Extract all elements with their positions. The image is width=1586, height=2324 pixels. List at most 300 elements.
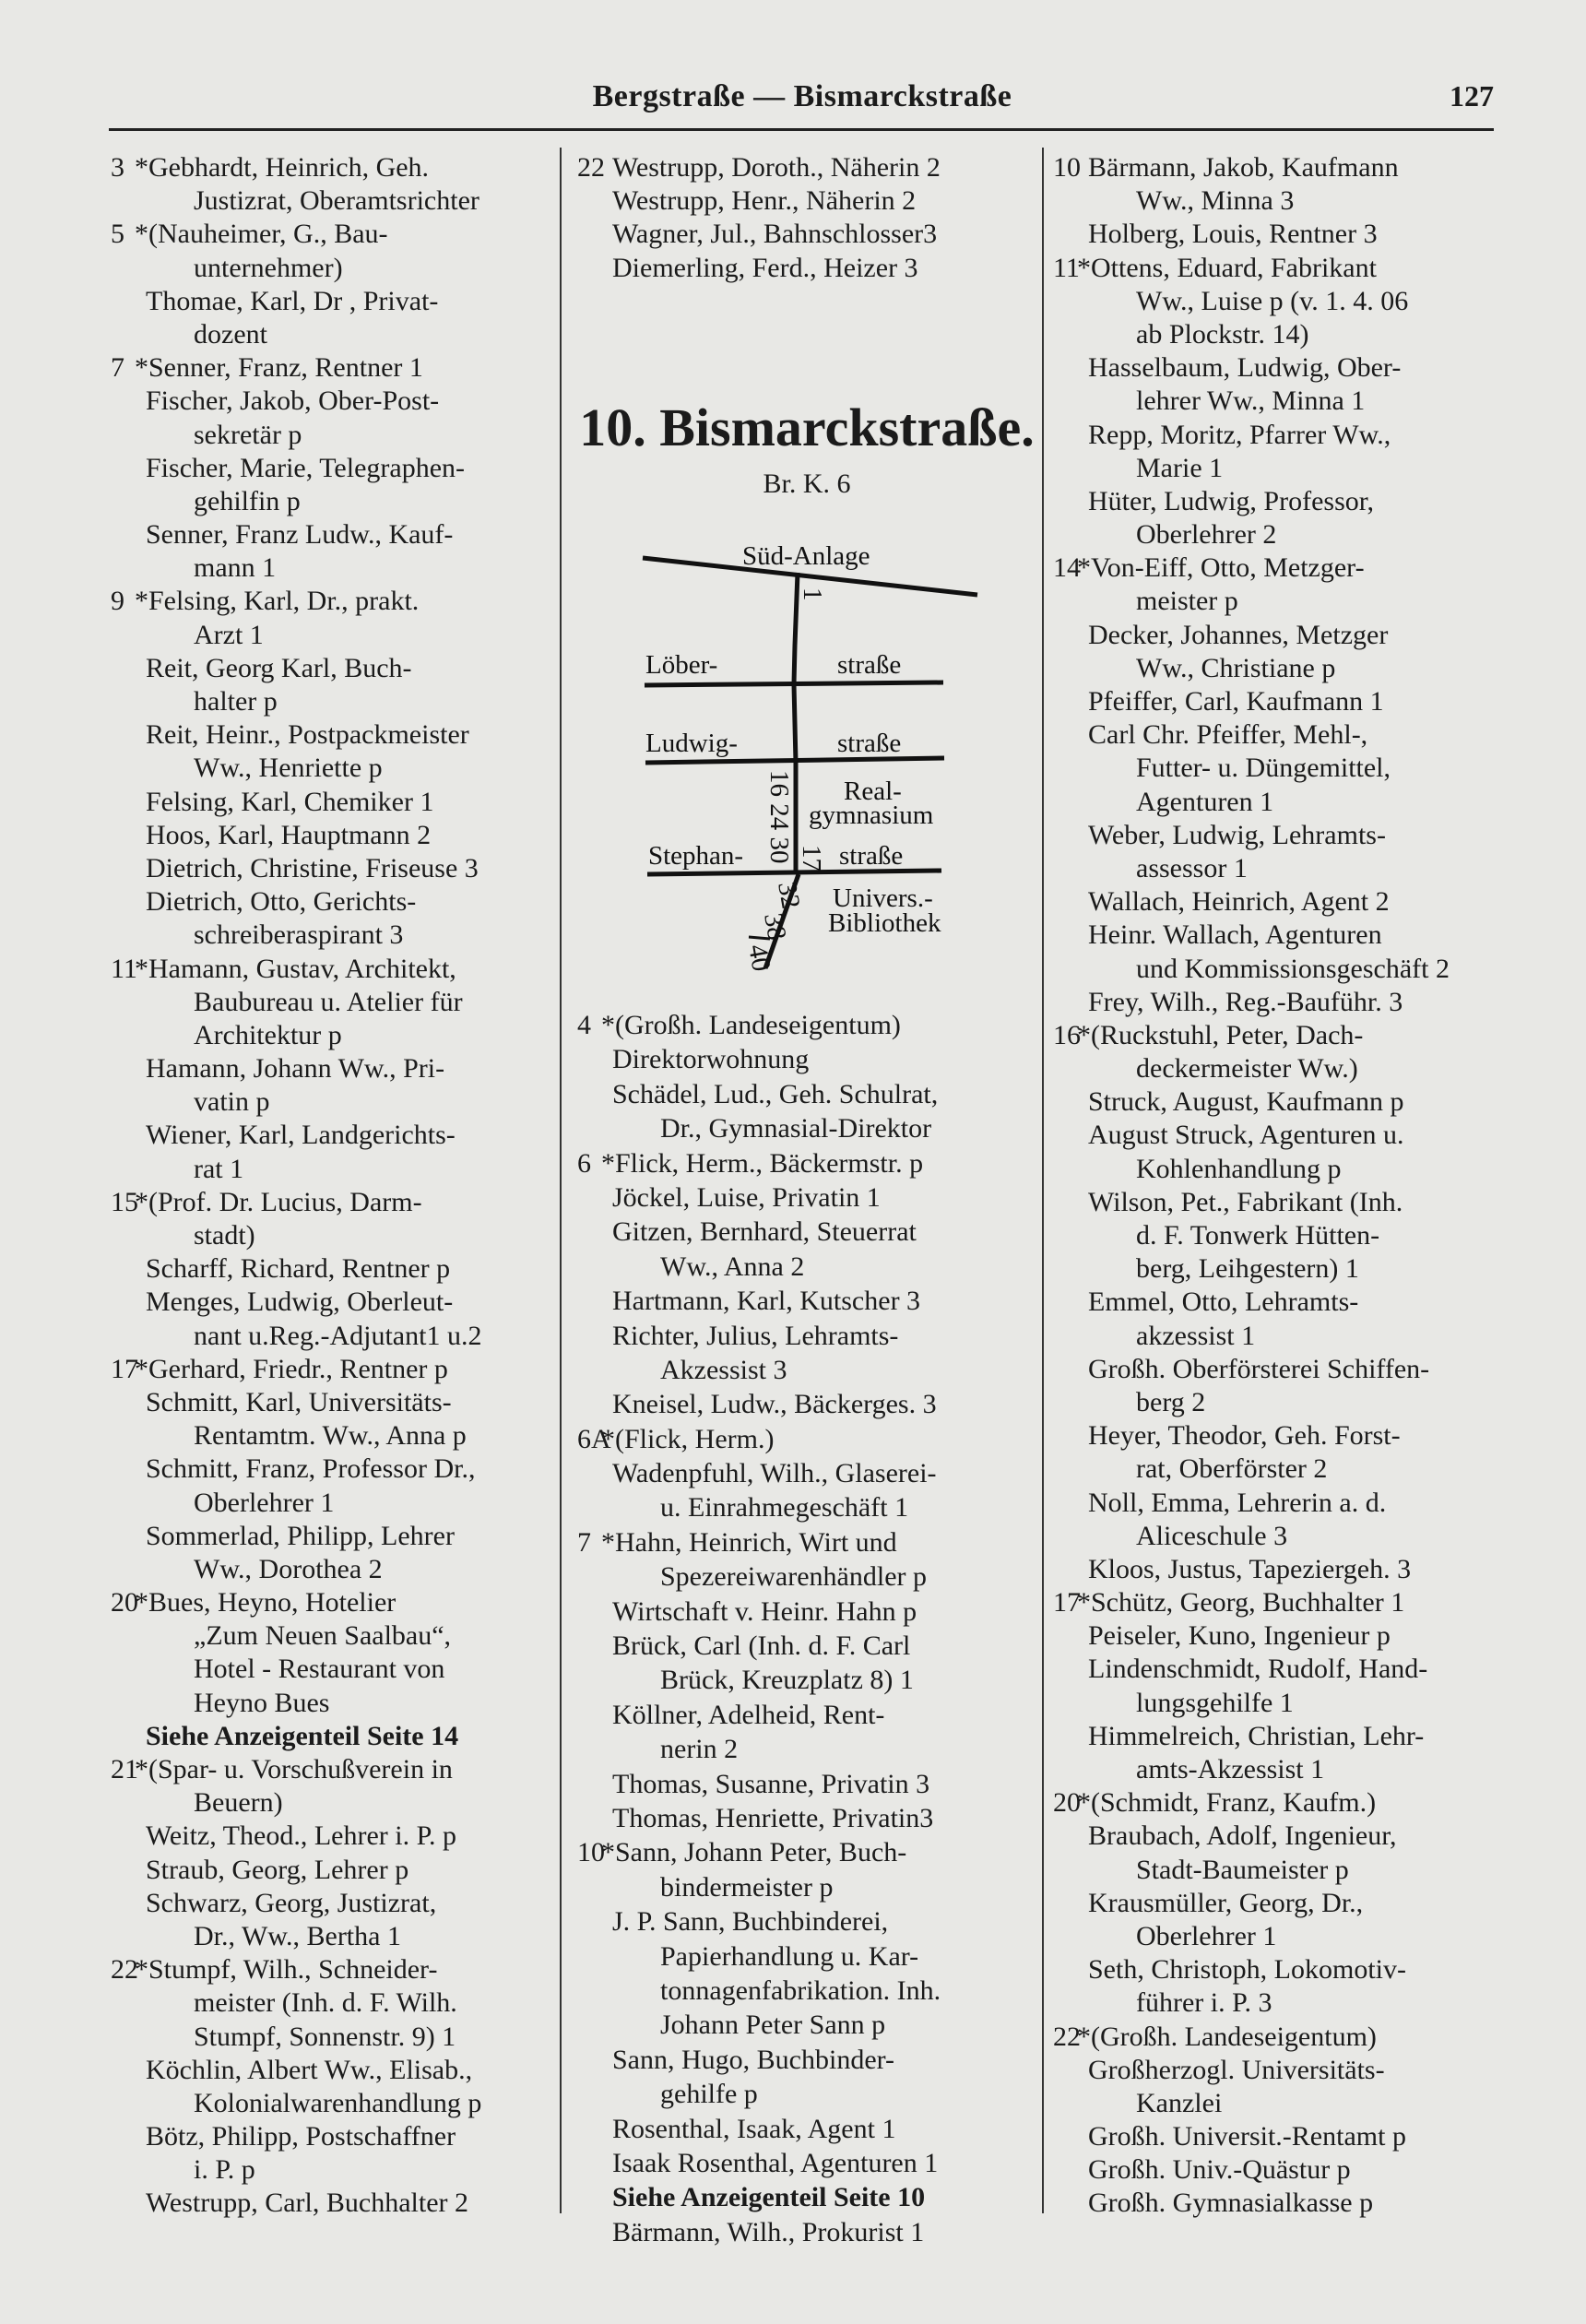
entry-text: Kolonialwarenhandlung p xyxy=(194,2087,482,2118)
entry-text: unternehmer) xyxy=(194,252,343,283)
map-label-loeber-strasse: straße xyxy=(837,650,902,680)
map-label-ludwig-strasse: straße xyxy=(837,729,902,758)
entry-text: Baubureau u. Atelier für xyxy=(194,986,463,1017)
entry-text: Holberg, Louis, Rentner 3 xyxy=(1088,219,1378,250)
directory-entry-line xyxy=(1053,2054,1496,2087)
entry-text: Bötz, Philipp, Postschaffner xyxy=(146,2121,456,2152)
entry-text: Rentamtm. Ww., Anna p xyxy=(194,1420,467,1452)
entry-continuation-line xyxy=(1053,786,1496,819)
entry-continuation-line xyxy=(577,2077,1038,2111)
entry-continuation-line xyxy=(577,1974,1038,2008)
entry-continuation-line xyxy=(1053,318,1496,351)
directory-entry-line xyxy=(577,1698,1038,1732)
entry-text: „Zum Neuen Saalbau“, xyxy=(194,1620,452,1652)
directory-entry-line xyxy=(1053,1653,1496,1686)
loeberstrasse-line xyxy=(645,682,943,685)
entry-text: Decker, Johannes, Metzger xyxy=(1088,619,1389,650)
directory-entry-line xyxy=(1053,1619,1496,1653)
map-label-house-17: 17 xyxy=(797,845,826,872)
directory-entry-line xyxy=(577,1284,1038,1318)
directory-entry-line xyxy=(577,1042,1038,1076)
entry-text: Schwarz, Georg, Justizrat, xyxy=(146,1887,437,1918)
entry-text: Kohlenhandlung p xyxy=(1136,1153,1342,1184)
entry-text: Bärmann, Jakob, Kaufmann xyxy=(1088,152,1399,183)
house-number: 22 xyxy=(111,1954,138,1986)
entry-text: Ww., Dorothea 2 xyxy=(194,1553,383,1584)
entry-text: Repp, Moritz, Pfarrer Ww., xyxy=(1088,419,1391,450)
entry-text: und Kommissionsgeschäft 2 xyxy=(1136,953,1450,984)
house-number: 21 xyxy=(111,1754,138,1784)
entry-text: Reit, Georg Karl, Buch- xyxy=(146,652,412,683)
entry-text: *(Schmidt, Franz, Kaufm.) xyxy=(1077,1787,1377,1819)
directory-entry-line xyxy=(1053,919,1496,952)
entry-text: *(Prof. Dr. Lucius, Darm- xyxy=(135,1186,422,1217)
house-number: 11 xyxy=(111,953,137,984)
entry-text: vatin p xyxy=(194,1086,270,1118)
entry-text: mann 1 xyxy=(194,552,277,584)
directory-entry-line xyxy=(577,1595,1038,1629)
entry-text: *Felsing, Karl, Dr., prakt. xyxy=(135,586,420,617)
map-label-sued-anlage: Süd-Anlage xyxy=(742,541,870,571)
entry-text: Dr., Ww., Bertha 1 xyxy=(194,1920,401,1951)
entry-text: Ww., Anna 2 xyxy=(660,1251,805,1282)
entry-text: Großh. Universit.-Rentamt p xyxy=(1088,2121,1406,2152)
directory-entry-line xyxy=(577,1767,1038,1801)
entry-text: Beuern) xyxy=(194,1787,283,1819)
entry-text: *Sann, Johann Peter, Buch- xyxy=(601,1837,907,1868)
directory-entry-line xyxy=(1053,1119,1496,1152)
entry-continuation-line xyxy=(577,1939,1038,1974)
entry-text: Gitzen, Bernhard, Steuerrat xyxy=(612,1216,917,1248)
directory-entry-line xyxy=(577,2043,1038,2077)
entry-text: *(Großh. Landeseigentum) xyxy=(1077,2021,1377,2052)
entry-continuation-line xyxy=(1053,1687,1496,1720)
entry-text: Sann, Hugo, Buchbinder- xyxy=(612,2044,895,2075)
entry-continuation-line xyxy=(1053,1986,1496,2020)
entry-text: bindermeister p xyxy=(660,1871,834,1903)
directory-entry-line xyxy=(1053,252,1496,285)
entry-text: Felsing, Karl, Chemiker 1 xyxy=(146,786,434,817)
entry-text: Heyno Bues xyxy=(194,1687,330,1718)
house-number: 17 xyxy=(111,1353,138,1384)
entry-continuation-line xyxy=(1053,285,1496,318)
directory-entry-line xyxy=(577,1904,1038,1939)
entry-text: Johann Peter Sann p xyxy=(660,2010,886,2041)
entry-text: Wadenpfuhl, Wilh., Glaserei- xyxy=(612,1458,937,1489)
entry-text: J. P. Sann, Buchbinderei, xyxy=(612,1906,889,1938)
map-label-house-40: 40 xyxy=(742,942,776,974)
directory-entry-line xyxy=(577,1629,1038,1663)
entry-text: Stumpf, Sonnenstr. 9) 1 xyxy=(194,2021,456,2052)
entry-continuation-line xyxy=(1053,518,1496,551)
entry-text: berg 2 xyxy=(1136,1386,1206,1417)
entry-text: Ww., Christiane p xyxy=(1136,652,1336,683)
entry-text: Großherzogl. Universitäts- xyxy=(1088,2054,1385,2085)
entry-text: Dr., Gymnasial-Direktor xyxy=(660,1113,932,1144)
entry-text: Siehe Anzeigenteil Seite 14 xyxy=(146,1720,459,1751)
entry-text: *(Nauheimer, G., Bau- xyxy=(135,219,388,250)
entry-continuation-line xyxy=(577,1870,1038,1904)
entry-text: Emmel, Otto, Lehramts- xyxy=(1088,1286,1359,1318)
entry-text: Himmelreich, Christian, Lehr- xyxy=(1088,1720,1425,1751)
entry-text: Architektur p xyxy=(194,1019,342,1050)
entry-text: Spezereiwarenhändler p xyxy=(660,1561,928,1593)
entry-continuation-line xyxy=(1053,1252,1496,1286)
entry-text: Weitz, Theod., Lehrer i. P. p xyxy=(146,1820,456,1852)
directory-entry-line xyxy=(1053,2120,1496,2153)
directory-entry-line xyxy=(1053,1720,1496,1753)
entry-continuation-line xyxy=(1053,652,1496,685)
entry-text: Thomas, Susanne, Privatin 3 xyxy=(612,1768,930,1799)
directory-entry-line xyxy=(1053,1186,1496,1219)
directory-entry-line xyxy=(577,2215,1038,2249)
entry-text: Lindenschmidt, Rudolf, Hand- xyxy=(1088,1654,1428,1685)
entry-text: Marie 1 xyxy=(1136,452,1224,483)
house-number: 7 xyxy=(577,1526,591,1558)
entry-text: Menges, Ludwig, Oberleut- xyxy=(146,1286,454,1318)
entry-text: *Hahn, Heinrich, Wirt und xyxy=(601,1526,897,1558)
entry-text: Reit, Heinr., Postpackmeister xyxy=(146,719,469,751)
entry-continuation-line xyxy=(1053,1386,1496,1419)
entry-text: Jöckel, Luise, Privatin 1 xyxy=(612,1181,881,1213)
entry-text: schreiberaspirant 3 xyxy=(194,919,404,951)
directory-entry-line xyxy=(577,1146,1038,1180)
entry-text: Ww., Henriette p xyxy=(194,753,383,784)
entry-text: *(Ruckstuhl, Peter, Dach- xyxy=(1077,1019,1364,1050)
directory-entry-line xyxy=(1053,1586,1496,1619)
entry-text: d. F. Tonwerk Hütten- xyxy=(1136,1220,1380,1251)
entry-text: Köllner, Adelheid, Rent- xyxy=(612,1699,885,1730)
house-number: 14 xyxy=(1053,552,1081,584)
entry-text: Frey, Wilh., Reg.-Bauführ. 3 xyxy=(1088,986,1403,1017)
map-label-house-38: 38 xyxy=(758,910,792,943)
directory-entry-line xyxy=(1053,1487,1496,1520)
entry-text: Großh. Univ.-Quästur p xyxy=(1088,2154,1351,2186)
entry-text: Oberlehrer 1 xyxy=(1136,1920,1277,1951)
entry-continuation-line xyxy=(1053,585,1496,618)
house-number: 4 xyxy=(577,1010,591,1040)
entry-continuation-line xyxy=(1053,752,1496,785)
directory-entry-line xyxy=(1053,986,1496,1019)
entry-text: Kneisel, Ludw., Bäckerges. 3 xyxy=(612,1389,937,1420)
map-label-bibliothek: Bibliothek xyxy=(828,908,941,938)
entry-text: Dietrich, Christine, Friseuse 3 xyxy=(146,852,479,883)
entry-text: Wiener, Karl, Landgerichts- xyxy=(146,1120,456,1151)
entry-text: Großh. Oberförsterei Schiffen- xyxy=(1088,1353,1430,1384)
house-number: 6A xyxy=(577,1423,611,1454)
entry-continuation-line xyxy=(577,1663,1038,1697)
directory-entry-line xyxy=(1053,1786,1496,1820)
entry-text: Stadt-Baumeister p xyxy=(1136,1854,1349,1885)
map-label-house-numbers-left: 16 24 30 xyxy=(764,770,794,864)
entry-text: Arzt 1 xyxy=(194,619,264,650)
entry-text: Hüter, Ludwig, Professor, xyxy=(1088,485,1375,516)
entry-text: Struck, August, Kaufmann p xyxy=(1088,1086,1404,1118)
entry-text: *Stumpf, Wilh., Schneider- xyxy=(135,1954,438,1986)
entry-text: Fischer, Jakob, Ober-Post- xyxy=(146,385,440,417)
directory-entry-line xyxy=(1053,619,1496,652)
entry-text: dozent xyxy=(194,318,267,350)
entry-text: u. Einrahmegeschäft 1 xyxy=(660,1492,909,1524)
stephanstrasse-line xyxy=(647,871,941,874)
entry-text: Hartmann, Karl, Kutscher 3 xyxy=(612,1286,921,1317)
entry-continuation-line xyxy=(577,1732,1038,1766)
entry-text: Justizrat, Oberamtsrichter xyxy=(194,185,479,217)
entry-text: rat, Oberförster 2 xyxy=(1136,1453,1328,1485)
directory-entry-line xyxy=(1053,1353,1496,1386)
map-label-house-32: 32 xyxy=(772,879,806,911)
entry-text: ab Plockstr. 14) xyxy=(1136,318,1309,350)
entry-text: Futter- u. Düngemittel, xyxy=(1136,753,1391,784)
entry-continuation-line xyxy=(1053,1753,1496,1786)
entry-text: stadt) xyxy=(194,1220,255,1251)
entry-text: Isaak Rosenthal, Agenturen 1 xyxy=(612,2147,939,2178)
directory-entry-line xyxy=(577,1008,1038,1042)
directory-entry-line xyxy=(577,1835,1038,1869)
map-label-stephan-strasse: straße xyxy=(839,841,904,871)
house-number: 10 xyxy=(1053,152,1081,183)
entry-text: *Von-Eiff, Otto, Metzger- xyxy=(1077,552,1365,584)
entry-text: Thomas, Henriette, Privatin3 xyxy=(612,1802,934,1833)
directory-entry-line xyxy=(1053,1019,1496,1052)
entry-text: Ww., Minna 3 xyxy=(1136,185,1295,217)
map-label-ludwig: Ludwig- xyxy=(645,729,738,758)
entry-continuation-line xyxy=(1053,2087,1496,2120)
entry-text: *Gebhardt, Heinrich, Geh. xyxy=(135,152,430,183)
directory-entry-line xyxy=(1053,2153,1496,2187)
entry-text: berg, Leihgestern) 1 xyxy=(1136,1253,1359,1285)
entry-text: Hasselbaum, Ludwig, Ober- xyxy=(1088,352,1402,384)
entry-continuation-line xyxy=(1053,852,1496,885)
entry-text: tonnagenfabrikation. Inh. xyxy=(660,1974,941,2006)
entry-text: *Flick, Herm., Bäckermstr. p xyxy=(601,1147,924,1179)
entry-text: *Schütz, Georg, Buchhalter 1 xyxy=(1077,1587,1405,1618)
entry-continuation-line xyxy=(1053,1219,1496,1252)
entry-text: *Ottens, Eduard, Fabrikant xyxy=(1077,252,1377,283)
directory-entry-line xyxy=(1053,2021,1496,2054)
map-label-stephan: Stephan- xyxy=(648,841,744,871)
entry-text: gehilfe p xyxy=(660,2079,758,2110)
entry-text: *Senner, Franz, Rentner 1 xyxy=(135,352,423,384)
entry-text: assessor 1 xyxy=(1136,852,1248,883)
directory-entry-line xyxy=(1053,1953,1496,1986)
entry-text: führer i. P. 3 xyxy=(1136,1987,1272,2019)
entry-text: August Struck, Agenturen u. xyxy=(1088,1120,1404,1151)
map-label-gymnasium: gymnasium xyxy=(809,800,934,830)
directory-entry-line xyxy=(577,2146,1038,2180)
entry-continuation-line xyxy=(1053,953,1496,986)
entry-text: Agenturen 1 xyxy=(1136,786,1274,817)
entry-text: Peiseler, Kuno, Ingenieur p xyxy=(1088,1620,1391,1652)
entry-text: akzessist 1 xyxy=(1136,1320,1256,1351)
directory-entry-line xyxy=(1053,419,1496,452)
entry-continuation-line xyxy=(1053,1320,1496,1353)
house-number: 20 xyxy=(111,1587,138,1618)
directory-entry-line xyxy=(577,1422,1038,1456)
entry-text: Aliceschule 3 xyxy=(1136,1520,1288,1551)
directory-entry-line xyxy=(577,1525,1038,1559)
directory-entry-line xyxy=(1053,1820,1496,1853)
house-number: 15 xyxy=(111,1186,138,1217)
entry-text: *(Flick, Herm.) xyxy=(601,1423,775,1454)
house-number: 7 xyxy=(111,352,124,384)
entry-text: Kanzlei xyxy=(1136,2087,1223,2118)
directory-entry-line xyxy=(577,1215,1038,1249)
entry-text: Siehe Anzeigenteil Seite 10 xyxy=(612,2182,926,2213)
directory-entry-line xyxy=(577,1180,1038,1215)
entry-text: Bärmann, Wilh., Prokurist 1 xyxy=(612,2216,925,2247)
entry-text: Schmitt, Franz, Professor Dr., xyxy=(146,1453,476,1485)
running-title: Bergstraße — Bismarckstraße xyxy=(592,79,1012,113)
directory-entry-line xyxy=(1053,218,1496,251)
entry-continuation-line xyxy=(577,1111,1038,1145)
entry-text: *Gerhard, Friedr., Rentner p xyxy=(135,1353,448,1384)
directory-entry-line xyxy=(1053,551,1496,585)
entry-text: Westrupp, Henr., Näherin 2 xyxy=(612,185,917,217)
directory-entry-line xyxy=(1053,485,1496,518)
entry-text: nant u.Reg.-Adjutant1 u.2 xyxy=(194,1320,482,1351)
section-subtitle: Br. K. 6 xyxy=(763,468,851,499)
entry-continuation-line xyxy=(1053,1452,1496,1486)
entry-text: i. P. p xyxy=(194,2154,255,2186)
entry-text: rat 1 xyxy=(194,1153,244,1184)
entry-continuation-line xyxy=(577,2008,1038,2042)
directory-entry-line xyxy=(577,1077,1038,1111)
entry-continuation-line xyxy=(577,1250,1038,1284)
entry-text: *Bues, Heyno, Hotelier xyxy=(135,1587,396,1618)
entry-continuation-line xyxy=(577,1353,1038,1387)
entry-text: Richter, Julius, Lehramts- xyxy=(612,1320,899,1351)
map-label-house-1: 1 xyxy=(798,587,827,601)
entry-text: Pfeiffer, Carl, Kaufmann 1 xyxy=(1088,686,1384,717)
entry-continuation-line xyxy=(1053,184,1496,218)
house-number: 20 xyxy=(1053,1787,1081,1819)
entry-text: Heinr. Wallach, Agenturen xyxy=(1088,919,1382,951)
entry-text: deckermeister Ww.) xyxy=(1136,1053,1358,1085)
advertisement-reference xyxy=(577,2180,1038,2214)
entry-text: *Hamann, Gustav, Architekt, xyxy=(135,953,456,984)
entry-text: Senner, Franz Ludw., Kauf- xyxy=(146,519,454,551)
directory-entry-line xyxy=(1053,1887,1496,1920)
directory-entry-line xyxy=(1053,1419,1496,1452)
directory-entry-line xyxy=(577,1801,1038,1835)
map-label-real: Real- xyxy=(844,777,902,806)
entry-text: Straub, Georg, Lehrer p xyxy=(146,1854,409,1885)
entry-text: Seth, Christoph, Lokomotiv- xyxy=(1088,1954,1406,1986)
directory-entry-line xyxy=(1053,685,1496,718)
entry-text: Oberlehrer 2 xyxy=(1136,519,1277,551)
ludwigstrasse-line xyxy=(645,758,944,763)
entry-text: *(Großh. Landeseigentum) xyxy=(601,1010,901,1040)
entry-text: Diemerling, Ferd., Heizer 3 xyxy=(612,252,918,283)
entry-text: Rosenthal, Isaak, Agent 1 xyxy=(612,2113,896,2144)
entry-text: amts-Akzessist 1 xyxy=(1136,1754,1325,1784)
directory-entry-line xyxy=(577,1387,1038,1421)
entry-text: Sommerlad, Philipp, Lehrer xyxy=(146,1520,455,1551)
directory-entry-line xyxy=(577,1319,1038,1353)
house-number: 16 xyxy=(1053,1019,1081,1050)
entry-text: Direktorwohnung xyxy=(612,1044,810,1075)
entry-text: Wallach, Heinrich, Agent 2 xyxy=(1088,886,1390,918)
house-number: 5 xyxy=(111,219,124,250)
house-number: 3 xyxy=(111,152,124,183)
house-number: 22 xyxy=(577,152,605,183)
entry-text: Kloos, Justus, Tapeziergeh. 3 xyxy=(1088,1553,1412,1584)
entry-continuation-line xyxy=(577,1559,1038,1594)
house-number: 11 xyxy=(1053,252,1080,283)
house-number: 9 xyxy=(111,586,124,617)
directory-entry-line xyxy=(1053,885,1496,919)
directory-entry-line xyxy=(1053,1553,1496,1586)
directory-entry-line xyxy=(577,2112,1038,2146)
map-label-univers: Univers.- xyxy=(833,883,933,913)
entry-continuation-line xyxy=(1053,452,1496,485)
entry-text: Oberlehrer 1 xyxy=(194,1487,335,1518)
entry-continuation-line xyxy=(1053,1153,1496,1186)
entry-text: Hamann, Johann Ww., Pri- xyxy=(146,1053,445,1085)
directory-entry-line xyxy=(1053,2187,1496,2220)
directory-entry-line xyxy=(1053,351,1496,385)
entry-text: Weber, Ludwig, Lehramts- xyxy=(1088,819,1386,850)
entry-text: nerin 2 xyxy=(660,1734,739,1765)
entry-text: Wilson, Pet., Fabrikant (Inh. xyxy=(1088,1186,1403,1217)
house-number: 6 xyxy=(577,1147,591,1179)
entry-text: Papierhandlung u. Kar- xyxy=(660,1940,919,1972)
entry-text: Krausmüller, Georg, Dr., xyxy=(1088,1887,1364,1918)
directory-entry-line xyxy=(1053,718,1496,752)
entry-text: Brück, Kreuzplatz 8) 1 xyxy=(660,1665,914,1696)
entry-text: Akzessist 3 xyxy=(660,1354,787,1385)
entry-text: Westrupp, Carl, Buchhalter 2 xyxy=(146,2188,468,2219)
directory-entry-line xyxy=(1053,1286,1496,1319)
directory-entry-line xyxy=(1053,151,1496,184)
directory-entry-line xyxy=(577,1456,1038,1490)
entry-text: lehrer Ww., Minna 1 xyxy=(1136,385,1366,417)
entry-continuation-line xyxy=(1053,1052,1496,1085)
entry-text: sekretär p xyxy=(194,419,302,450)
entry-text: meister p xyxy=(1136,586,1238,617)
entry-text: Schädel, Lud., Geh. Schulrat, xyxy=(612,1078,939,1109)
page-number: 127 xyxy=(1450,79,1494,113)
entry-text: Ww., Luise p (v. 1. 4. 06 xyxy=(1136,285,1409,316)
map-label-loeber: Löber- xyxy=(645,650,718,680)
entry-text: Großh. Gymnasialkasse p xyxy=(1088,2188,1374,2219)
entry-text: Hoos, Karl, Hauptmann 2 xyxy=(146,819,432,850)
section-title: 10. Bismarckstraße. xyxy=(579,397,1035,457)
directory-entry-line xyxy=(1053,1085,1496,1119)
entry-text: Heyer, Theodor, Geh. Forst- xyxy=(1088,1420,1401,1452)
entry-text: Wagner, Jul., Bahnschlosser3 xyxy=(612,219,938,250)
entry-continuation-line xyxy=(1053,385,1496,418)
entry-continuation-line xyxy=(1053,1920,1496,1953)
entry-continuation-line xyxy=(1053,1854,1496,1887)
entry-text: gehilfin p xyxy=(194,485,301,516)
entry-text: Noll, Emma, Lehrerin a. d. xyxy=(1088,1487,1387,1518)
entry-text: halter p xyxy=(194,686,278,717)
entry-text: Thomae, Karl, Dr , Privat- xyxy=(146,285,439,316)
middle-column-bottom xyxy=(577,1008,1038,2249)
entry-text: meister (Inh. d. F. Wilh. xyxy=(194,1987,457,2019)
entry-text: Braubach, Adolf, Ingenieur, xyxy=(1088,1820,1397,1852)
entry-text: Hotel - Restaurant von xyxy=(194,1654,445,1685)
directory-entry-line xyxy=(1053,819,1496,852)
entry-text: Scharff, Richard, Rentner p xyxy=(146,1253,451,1285)
entry-text: Wirtschaft v. Heinr. Hahn p xyxy=(612,1595,917,1627)
entry-text: Dietrich, Otto, Gerichts- xyxy=(146,886,417,918)
entry-continuation-line xyxy=(1053,1520,1496,1553)
right-column xyxy=(1053,151,1496,2221)
house-number: 22 xyxy=(1053,2021,1081,2052)
